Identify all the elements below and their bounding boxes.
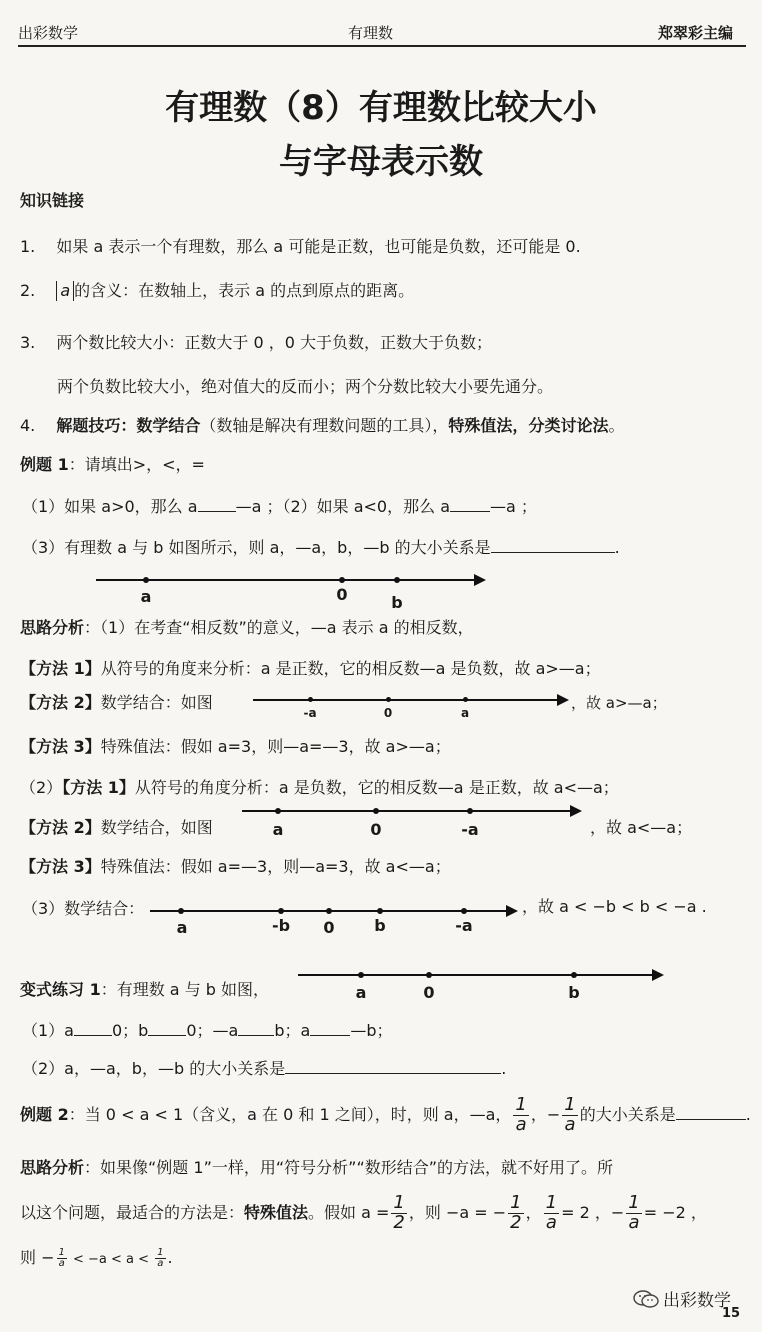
method-tag: 【方法 1】 [20,659,101,678]
item-label: 解题技巧： [56,416,137,435]
fraction-numerator: 1 [515,1094,527,1116]
method-text: 特殊值法：假如 a=3，则—a=—3，故 a>—a； [100,737,451,756]
point-zero [386,697,391,702]
number-line-part-2 [242,804,584,844]
analysis-1-intro [20,615,474,638]
fraction-one-over-a [626,1194,641,1233]
fraction-numerator: 1 [545,1192,558,1214]
page-subtitle: 与字母表示数 [279,142,483,182]
item-mid: （数轴是解决有理数问题的工具）， [200,416,449,435]
fraction-denominator: a [628,1212,640,1233]
q1-part: 0；—a [186,1021,239,1040]
method-2-conclusion: ，故 a>—a； [571,694,667,712]
fraction-one-over-a [562,1096,577,1135]
fraction-numerator: 1 [393,1192,405,1214]
fraction-one-over-a [513,1096,528,1135]
answer-blank[interactable] [198,497,236,512]
method-text: 特殊值法：假如 a=—3，则—a=3，故 a<—a； [100,857,451,876]
fraction-numerator: 1 [628,1192,640,1214]
label-a: a [272,820,284,839]
point-zero [339,577,345,583]
answer-blank[interactable] [285,1059,501,1074]
answer-blank[interactable] [450,497,490,512]
page-number: 15 [722,1306,741,1321]
fraction-one-over-a [155,1248,165,1270]
wechat-icon [633,1289,659,1309]
method-text: 数学结合：如图 [100,693,213,712]
example-1-heading [20,452,205,475]
analysis-bold: 特殊值法 [244,1203,309,1222]
fraction-numerator: 1 [157,1246,164,1258]
analysis-label: 思路分析 [20,618,85,637]
item-sep: ， [512,416,529,435]
number-line-example-1 [96,573,488,613]
fraction-one-half [508,1194,523,1233]
part-prefix: （2） [20,778,63,797]
part-2-method-2-conclusion: ，故 a<—a； [590,818,693,837]
item-text: 如果 a 表示一个有理数，那么 a 可能是正数，也可能是负数，还可能是 0. [56,237,581,256]
axis [242,810,572,812]
fraction-one-over-a [57,1248,67,1270]
answer-blank[interactable] [74,1021,112,1036]
point-zero [426,972,432,978]
point-neg-a [461,908,467,914]
analysis-1-part-2-method-1 [20,775,619,798]
label-b: b [374,916,386,935]
example-sep: ，− [530,1105,561,1124]
label-zero: 0 [423,983,435,1002]
fraction-numerator: 1 [510,1192,522,1214]
answer-blank[interactable] [238,1021,274,1036]
method-tag: 【方法 2】 [20,693,101,712]
point-b [571,972,577,978]
label-a: a [176,918,188,937]
q1-part: b；a [274,1021,311,1040]
header-left: 出彩数学 [18,24,79,42]
analysis-1-method-2 [20,690,213,713]
example-label: 例题 2 [20,1105,69,1124]
number-line-variant-1 [298,967,666,1007]
point-neg-b [278,908,284,914]
analysis-label: 思路分析 [20,1158,85,1177]
label-b: b [568,983,580,1002]
header-center: 有理数 [348,24,394,42]
number-line-method-2 [253,694,571,724]
analysis-2-line-2 [20,1190,707,1236]
q1-part-a: （1）如果 a>0，那么 a [22,497,198,516]
analysis-text: ，则 −a = − [408,1203,507,1222]
answer-blank[interactable] [676,1105,746,1120]
label-zero: 0 [383,706,393,720]
label-neg-a: -a [303,706,317,720]
answer-blank[interactable] [148,1021,186,1036]
fraction-numerator: 1 [564,1094,576,1116]
axis [96,579,476,581]
analysis-1-part-3: （3）数学结合： [22,899,145,918]
fraction-one-half [391,1194,406,1233]
fraction-denominator: a [157,1258,164,1269]
method-tag: 【方法 1】 [62,778,135,797]
item-bold-3: 分类讨论法 [528,416,609,435]
point-a [463,697,468,702]
example-label: 例题 1 [20,455,69,474]
label-neg-b: -b [271,916,291,935]
q1-part: 0；b [112,1021,149,1040]
footer-logo-text: 出彩数学 [663,1291,731,1311]
method-tag: 【方法 3】 [20,737,101,756]
analysis-1-part-2-method-2 [20,815,213,838]
example-end: . [745,1105,751,1124]
q1-part: —b； [350,1021,393,1040]
example-2 [20,1092,751,1138]
analysis-text: < −a < a < [68,1252,154,1267]
fraction-denominator: 2 [510,1212,522,1233]
point-neg-a [308,697,313,702]
arrow-head [474,574,486,586]
label-zero: 0 [336,585,348,604]
analysis-text: 以这个问题，最适合的方法是： [20,1203,245,1222]
label-a: a [140,587,152,606]
label-a: a [355,983,367,1002]
q1-part-b: —a ；（2）如果 a<0，那么 a [235,497,451,516]
item-number: 4. [20,416,36,435]
arrow-head [506,905,518,917]
arrow-head [570,805,582,817]
analysis-text: ：（1）在考查“相反数”的意义，—a 表示 a 的相反数， [84,618,474,637]
label-neg-a: -a [455,916,473,935]
example-text: 的大小关系是 [579,1105,676,1124]
label-zero: 0 [323,918,335,937]
variant-1-q2 [22,1056,506,1079]
analysis-text: 。假如 a = [308,1203,390,1222]
item-number: 2. [20,281,36,300]
knowledge-heading: 知识链接 [20,191,85,210]
q3-text: （3）有理数 a 与 b 如图所示，则 a，—a，b，—b 的大小关系是 [22,538,491,557]
point-b [394,577,400,583]
q2-text: （2）a，—a，b，—b 的大小关系是 [22,1059,286,1078]
analysis-2-line-1 [20,1155,613,1178]
absolute-value-a: a [56,281,74,301]
analysis-2-line-3 [20,1240,173,1278]
arrow-head [652,969,664,981]
analysis-text: . [167,1248,173,1267]
fraction-denominator: a [564,1114,576,1135]
method-tag: 【方法 2】 [20,818,101,837]
label-zero: 0 [370,820,382,839]
example-1-q1 [22,494,537,517]
analysis-text: = −2 ， [643,1203,707,1222]
header-right: 郑翠彩主编 [658,24,734,42]
analysis-1-method-3 [20,734,451,757]
item-end: 。 [608,416,625,435]
variant-label: 变式练习 1 [20,980,101,999]
page-title: 有理数（8）有理数比较大小 [165,88,597,128]
knowledge-item-3-line-2: 两个负数比较大小，绝对值大的反而小；两个分数比较大小要先通分。 [57,377,554,396]
analysis-text: 则 − [20,1248,55,1267]
method-text: 数学结合，如图 [100,818,213,837]
number-line-part-3 [150,904,520,944]
variant-prompt: ：有理数 a 与 b 如图， [100,980,270,999]
part-3-conclusion: ，故 a < −b < b < −a . [522,897,707,916]
fraction-numerator: 1 [58,1246,65,1258]
header-rule [18,45,746,47]
answer-blank[interactable] [491,538,615,553]
axis [253,699,559,701]
analysis-1-method-1 [20,656,601,679]
item-bold-1: 数学结合 [136,416,201,435]
knowledge-item-2 [20,278,414,301]
example-text: ：当 0 < a < 1（含义，a 在 0 和 1 之间），时，则 a，—a， [68,1105,512,1124]
item-text: 的含义：在数轴上，表示 a 的点到原点的距离。 [74,281,415,300]
variant-1-q1 [22,1018,392,1041]
method-text: 从符号的角度来分析：a 是正数，它的相反数—a 是负数，故 a>—a； [100,659,601,678]
q2-end: . [501,1059,507,1078]
arrow-head [557,694,569,706]
item-text: 两个数比较大小：正数大于 0 ，0 大于负数，正数大于负数； [56,333,492,352]
label-a: a [460,706,470,720]
knowledge-item-3 [20,330,492,353]
analysis-1-part-2-method-3 [20,854,451,877]
method-tag: 【方法 3】 [20,857,101,876]
point-a [143,577,149,583]
analysis-text: = 2 ，− [561,1203,625,1222]
variant-1-heading [20,977,269,1000]
point-neg-a [467,808,473,814]
point-a [178,908,184,914]
label-neg-a: -a [461,820,479,839]
fraction-denominator: a [515,1114,527,1135]
label-b: b [391,593,403,612]
knowledge-item-4 [20,413,624,436]
q1-part-c: —a ； [490,497,537,516]
point-zero [373,808,379,814]
point-a [275,808,281,814]
analysis-text: ：如果像“例题 1”一样，用“符号分析”“数形结合”的方法，就不好用了。所 [84,1158,614,1177]
answer-blank[interactable] [310,1021,350,1036]
fraction-denominator: a [58,1258,65,1269]
point-b [377,908,383,914]
example-1-q3 [22,535,620,558]
point-a [358,972,364,978]
point-zero [326,908,332,914]
fraction-denominator: 2 [393,1212,405,1233]
knowledge-item-1 [20,234,581,257]
q3-end: . [614,538,620,557]
fraction-one-over-a [544,1194,559,1233]
method-text: 从符号的角度分析：a 是负数，它的相反数—a 是正数，故 a<—a； [134,778,619,797]
fraction-denominator: a [545,1212,557,1233]
q1-part: （1）a [22,1021,74,1040]
item-bold-2: 特殊值法 [448,416,513,435]
analysis-text: ， [525,1203,542,1222]
item-number: 3. [20,333,36,352]
footer-logo [633,1286,731,1311]
axis [298,974,654,976]
item-number: 1. [20,237,36,256]
example-prompt: ：请填出>，<，= [68,455,205,474]
